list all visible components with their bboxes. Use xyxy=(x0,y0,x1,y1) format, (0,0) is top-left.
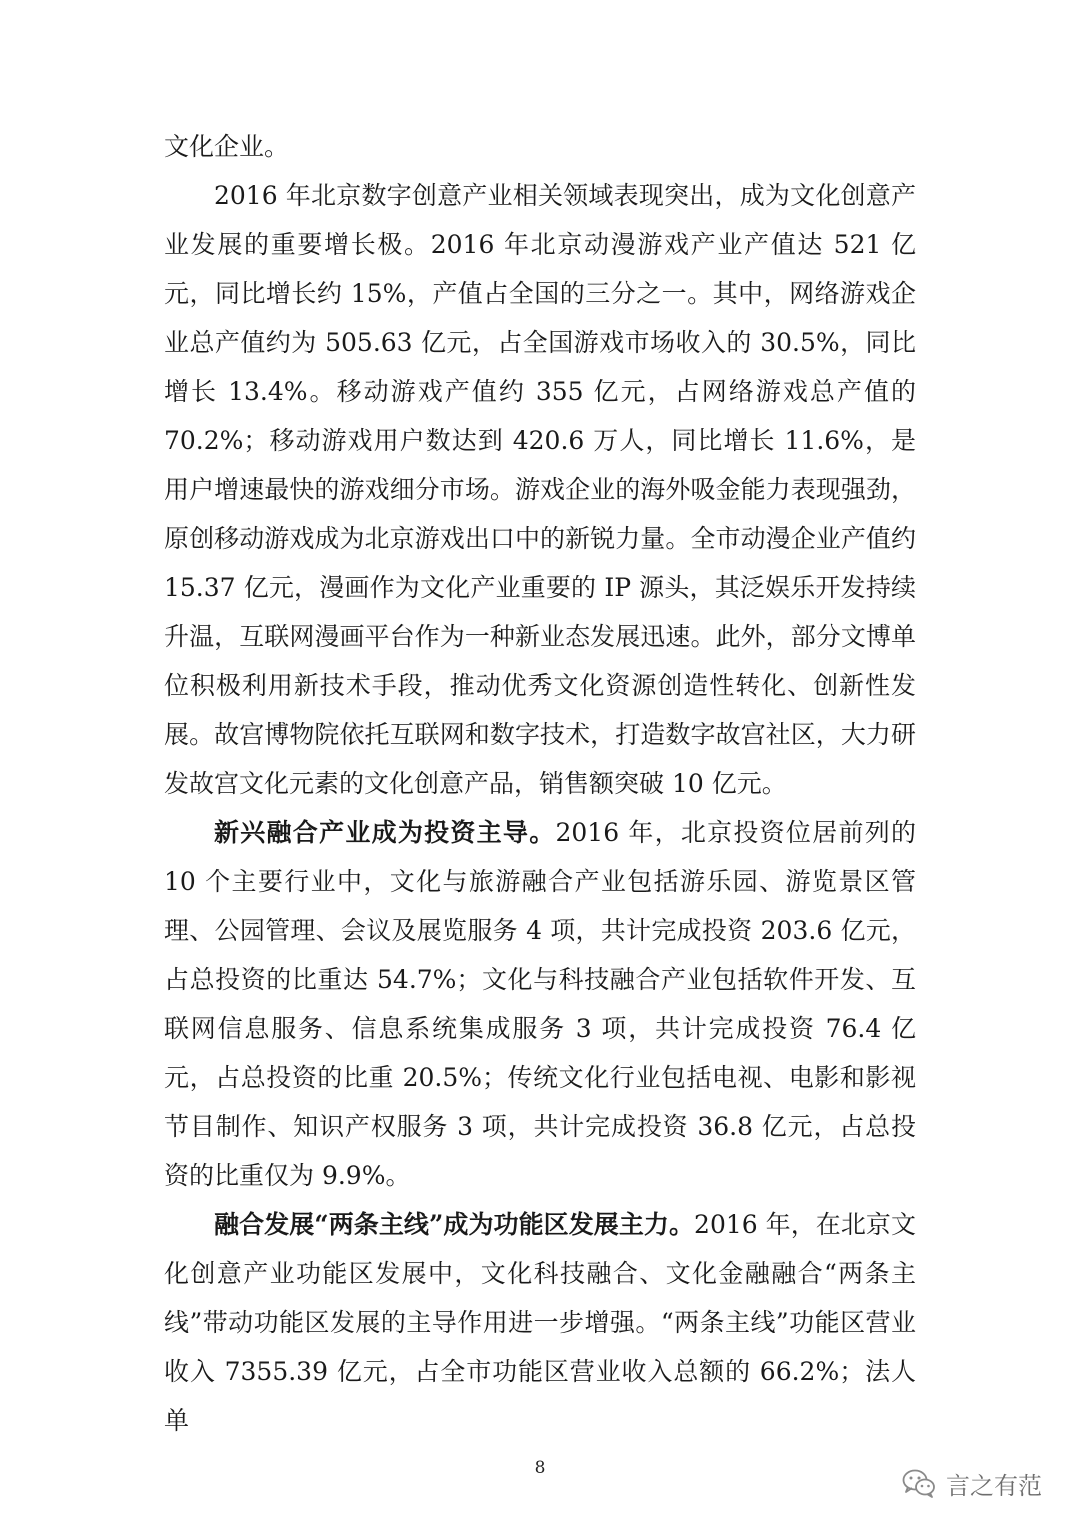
page-number: 8 xyxy=(534,1458,546,1478)
watermark-label: 言之有范 xyxy=(946,1471,1042,1500)
paragraph-4-heading: 融合发展“两条主线”成为功能区发展主力。 xyxy=(214,1210,695,1239)
paragraph-2-text: 2016 年北京数字创意产业相关领域表现突出，成为文化创意产业发展的重要增长极。2016 年北京动漫游戏产业产值达 521 亿元，同比增长约 15%，产值占全国的三分之一。其中，网络游戏企业总产值约为 505.63 亿元，占全国游戏市场收入的 30.5%，同比增长 13.4%。移动游戏产值约 355 亿元，占网络游戏总产值的 70.2%；移动游戏用户数达到 420.6 万人，同比增长 11.6%，是用户增速最快的游戏细分市场。游戏企业的海外吸金能力表现强劲，原创移动游戏成为北京游戏出口中的新锐力量。全市动漫企业产值约 15.37 亿元，漫画作为文化产业重要的 IP 源头，其泛娱乐开发持续升温，互联网漫画平台作为一种新业态发展迅速。此外，部分文博单位积极利用新技术手段，推动优秀文化资源创造性转化、创新性发展。故宫博物院依托互联网和数字技术，打造数字故宫社区，大力研发故宫文化元素的文化创意产品，销售额突破 10 亿元。 xyxy=(164,181,916,798)
paragraph-3-heading: 新兴融合产业成为投资主导。 xyxy=(214,818,556,847)
paragraph-2 xyxy=(164,171,916,808)
paragraph-4 xyxy=(164,1200,916,1445)
paragraph-1 xyxy=(164,122,916,171)
paragraph-4-text: 2016 年，在北京文化创意产业功能区发展中，文化科技融合、文化金融融合“两条主线”带动功能区发展的主导作用进一步增强。“两条主线”功能区营业收入 7355.39 亿元，占全市功能区营业收入总额的 66.2%；法人单 xyxy=(164,1210,916,1435)
paragraph-3 xyxy=(164,808,916,1200)
body-text xyxy=(164,122,916,1445)
wechat-icon xyxy=(902,1468,936,1498)
paragraph-3-text: 2016 年，北京投资位居前列的 10 个主要行业中，文化与旅游融合产业包括游乐园、游览景区管理、公园管理、会议及展览服务 4 项，共计完成投资 203.6 亿元，占总投资的比重达 54.7%；文化与科技融合产业包括软件开发、互联网信息服务、信息系统集成服务 3 项，共计完成投资 76.4 亿元，占总投资的比重 20.5%；传统文化行业包括电视、电影和影视节目制作、知识产权服务 3 项，共计完成投资 36.8 亿元，占总投资的比重仅为 9.9%。 xyxy=(164,818,916,1190)
paragraph-1-text: 文化企业。 xyxy=(164,132,290,161)
watermark xyxy=(902,1463,1042,1503)
